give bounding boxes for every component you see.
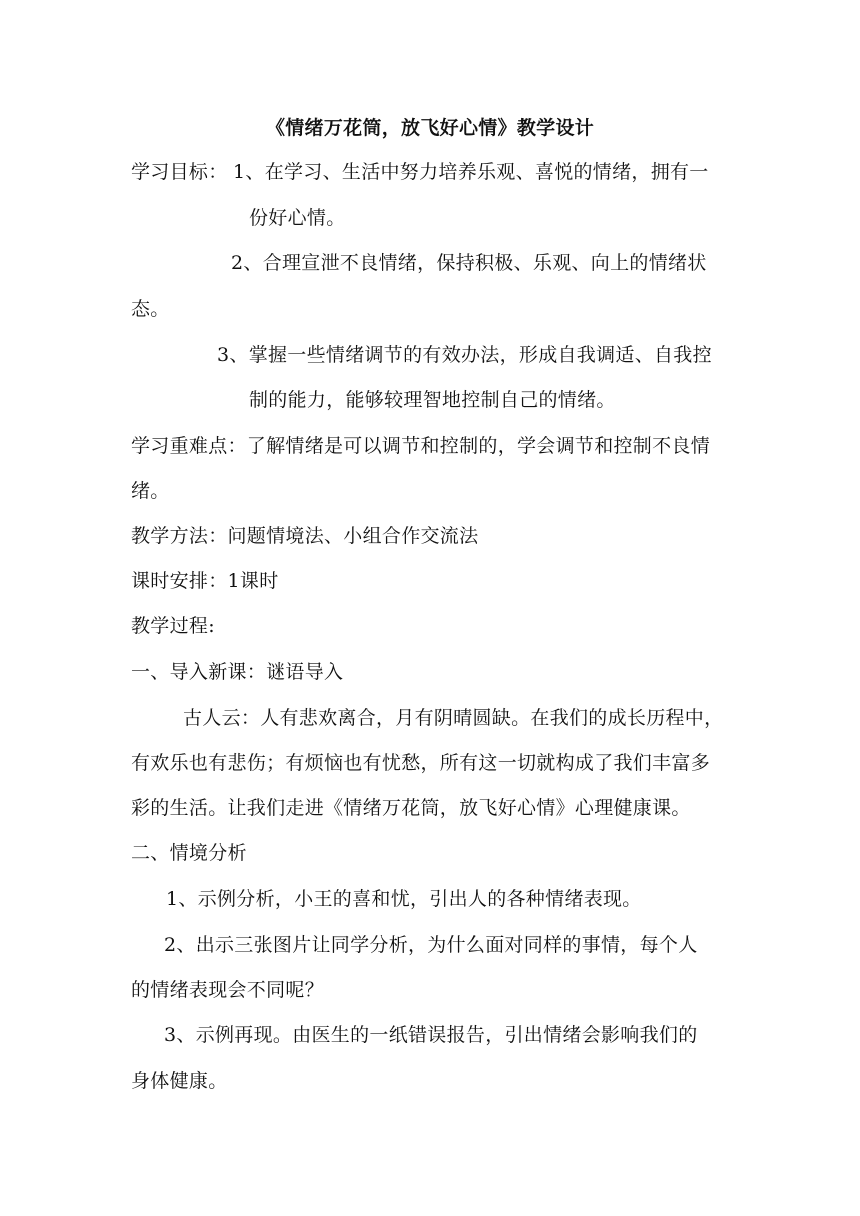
section-2-item-2-line-1: 2、出示三张图片让同学分析，为什么面对同样的事情，每个人 [164, 934, 698, 956]
teaching-method: 教学方法：问题情境法、小组合作交流法 [131, 525, 479, 547]
section-1-heading: 一、导入新课：谜语导入 [131, 661, 344, 683]
section-2-item-3-line-2: 身体健康。 [131, 1070, 228, 1092]
document-title: 《情绪万花筒，放飞好心情》教学设计 [265, 117, 595, 139]
section-2-item-1: 1、示例分析，小王的喜和忧，引出人的各种情绪表现。 [166, 888, 642, 910]
objective-1-line-2: 份好心情。 [249, 207, 346, 229]
section-1-paragraph-line-2: 有欢乐也有悲伤；有烦恼也有忧愁，所有这一切就构成了我们丰富多 [131, 752, 711, 774]
section-2-item-2-line-2: 的情绪表现会不同呢？ [131, 979, 325, 1001]
objective-3-line-2: 制的能力，能够较理智地控制自己的情绪。 [249, 389, 616, 411]
objective-2-line-2: 态。 [131, 298, 170, 320]
section-1-paragraph-line-3: 彩的生活。让我们走进《情绪万花筒，放飞好心情》心理健康课。 [131, 797, 691, 819]
objective-3-line-1: 3、掌握一些情绪调节的有效办法，形成自我调适、自我控 [217, 344, 712, 366]
class-schedule: 课时安排：1课时 [131, 570, 279, 592]
teaching-process-label: 教学过程: [131, 615, 215, 637]
objective-2-line-1: 2、合理宣泄不良情绪，保持积极、乐观、向上的情绪状 [231, 252, 707, 274]
objectives-label: 学习目标： [131, 161, 228, 183]
section-2-heading: 二、情境分析 [131, 842, 247, 864]
key-points-line-1: 学习重难点：了解情绪是可以调节和控制的，学会调节和控制不良情 [131, 435, 711, 457]
section-2-item-3-line-1: 3、示例再现。由医生的一纸错误报告，引出情绪会影响我们的 [164, 1024, 698, 1046]
key-points-line-2: 绪。 [131, 480, 170, 502]
section-1-paragraph-line-1: 古人云：人有悲欢离合，月有阴晴圆缺。在我们的成长历程中， [183, 707, 724, 729]
objective-1-line-1: 1、在学习、生活中努力培养乐观、喜悦的情绪，拥有一 [233, 161, 709, 183]
